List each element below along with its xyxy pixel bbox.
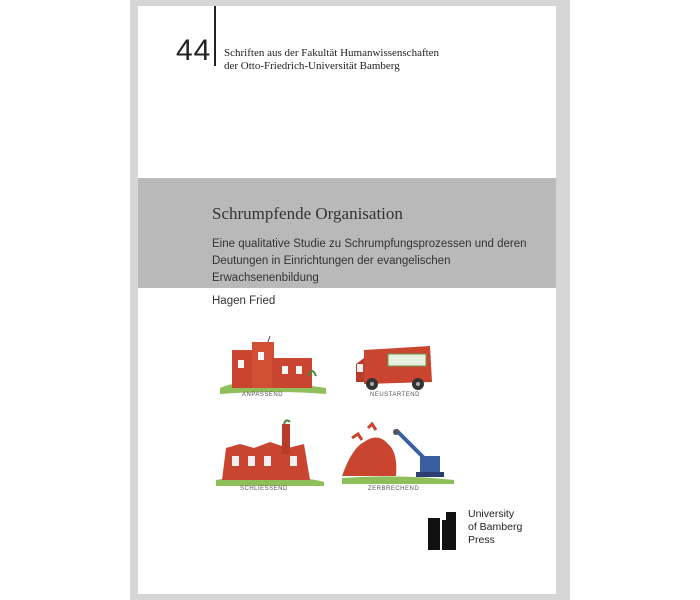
demolition-crane-illustration — [338, 418, 458, 490]
series-line-2: der Otto-Friedrich-Universität Bamberg — [224, 60, 400, 72]
book-title: Schrumpfende Organisation — [212, 204, 403, 223]
publisher-line-3: Press — [468, 534, 495, 546]
series-title — [224, 47, 544, 73]
series-divider — [214, 6, 216, 66]
publisher-line-1: University — [468, 508, 515, 520]
publisher-name — [468, 508, 522, 547]
series-line-1: Schriften aus der Fakultät Humanwissenschaften — [224, 47, 440, 59]
publisher-line-2: of Bamberg — [468, 521, 523, 533]
illustration-caption-2: NEUSTARTEND — [370, 392, 420, 398]
title-band — [138, 178, 556, 288]
illustration-caption-4: ZERBRECHEND — [368, 486, 420, 492]
illustration-caption-3: SCHLIESSEND — [240, 486, 288, 492]
bamberg-press-logo-icon — [428, 512, 458, 550]
ruined-building-illustration — [214, 418, 326, 490]
publisher-block — [428, 508, 548, 554]
series-number: 44 — [176, 34, 212, 67]
delivery-truck-illustration — [354, 336, 454, 396]
author-name: Hagen Fried — [212, 295, 276, 307]
illustration-caption-1: ANPASSEND — [242, 392, 284, 398]
subtitle-line-1: Eine qualitative Studie zu Schrumpfungsprozessen und deren — [212, 238, 527, 250]
book-cover — [138, 6, 556, 594]
subtitle-line-2: Deutungen in Einrichtungen der evangelischen Erwachsenenbildung — [212, 255, 451, 284]
book-subtitle — [212, 236, 552, 287]
